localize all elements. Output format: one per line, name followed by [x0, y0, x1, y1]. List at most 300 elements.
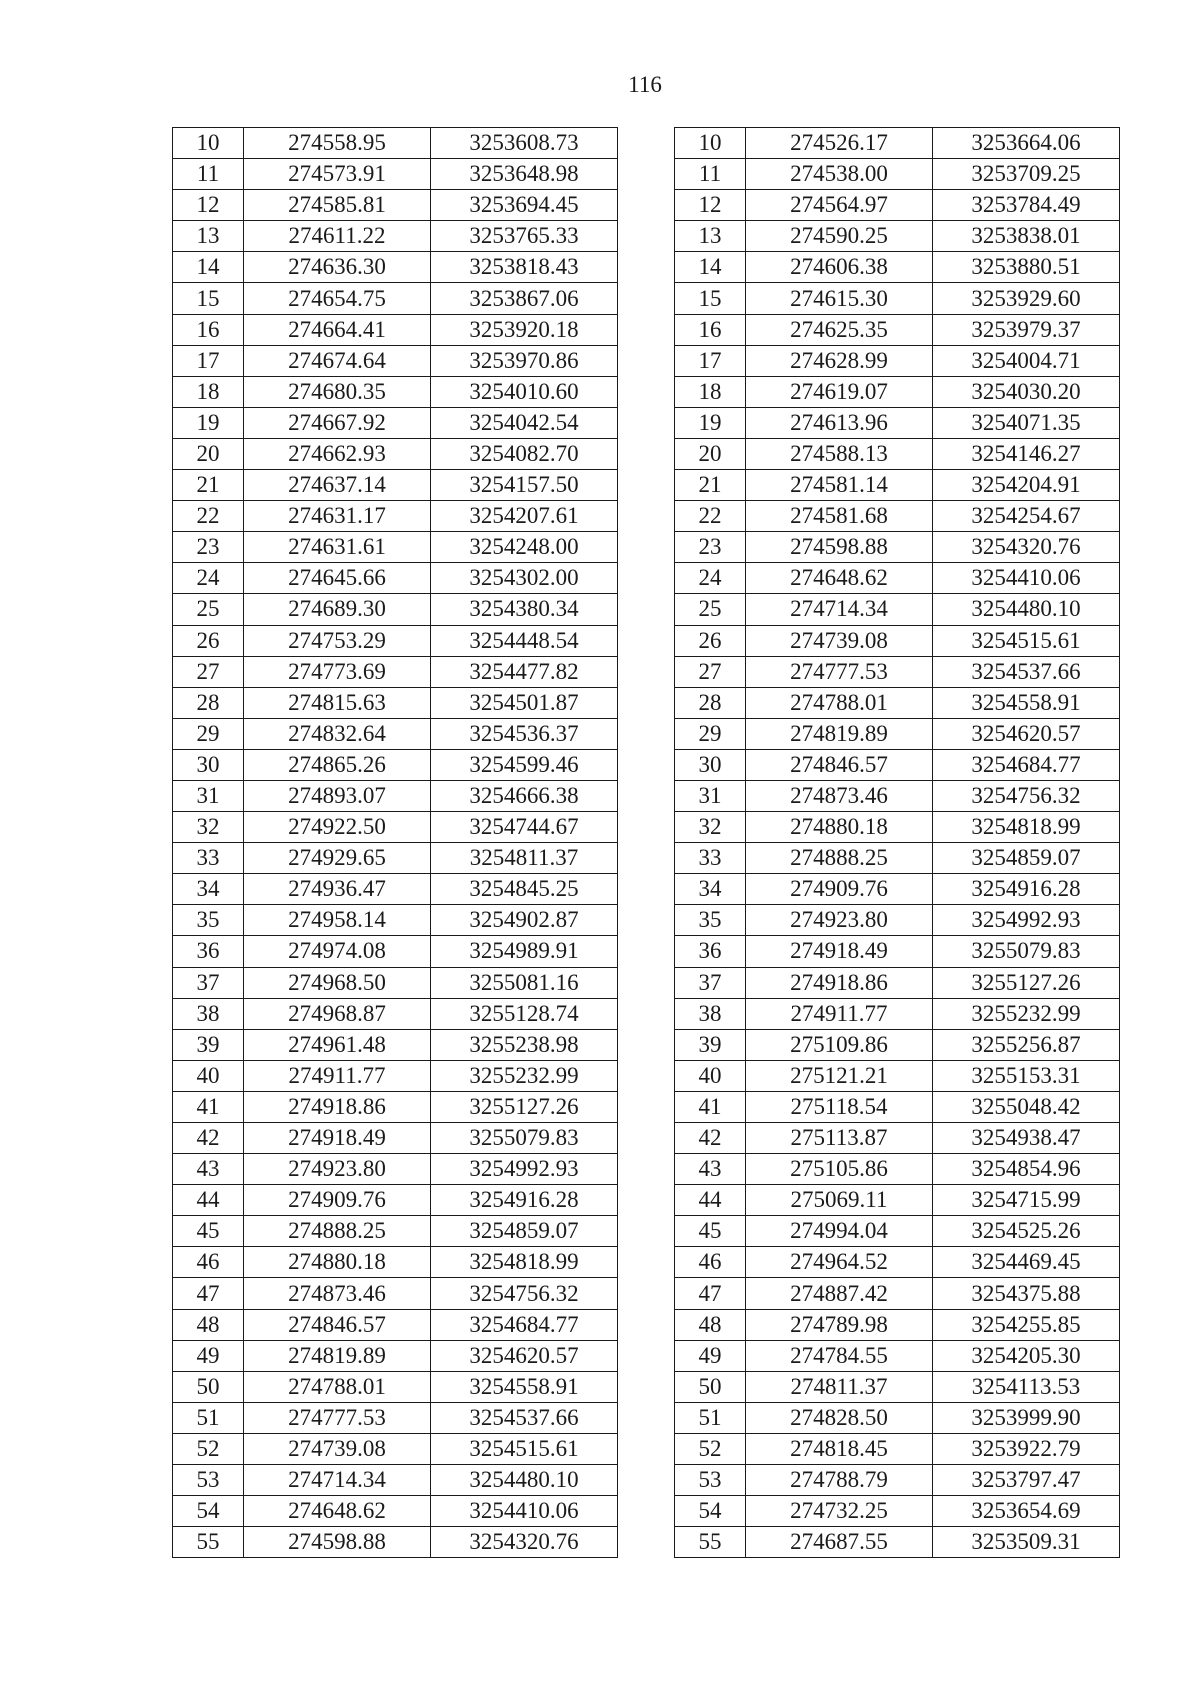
right-point-number-cell: 43 [675, 1154, 746, 1185]
right-y-coordinate-cell: 3253838.01 [933, 221, 1120, 252]
right-point-number-cell: 53 [675, 1465, 746, 1496]
left-y-coordinate-cell: 3253867.06 [431, 283, 618, 314]
table-row [173, 656, 1120, 687]
left-point-number-cell: 31 [173, 780, 244, 811]
right-point-number-cell: 24 [675, 563, 746, 594]
left-point-number-cell: 13 [173, 221, 244, 252]
left-x-coordinate-cell: 274631.17 [244, 501, 431, 532]
table-row [173, 1433, 1120, 1464]
table-row [173, 1216, 1120, 1247]
left-point-number-cell: 42 [173, 1123, 244, 1154]
table-row [173, 190, 1120, 221]
left-x-coordinate-cell: 274873.46 [244, 1278, 431, 1309]
left-y-coordinate-cell: 3254157.50 [431, 470, 618, 501]
table-row [173, 905, 1120, 936]
table-row [173, 470, 1120, 501]
table-row [173, 563, 1120, 594]
left-point-number-cell: 33 [173, 843, 244, 874]
gap-cell [618, 159, 675, 190]
right-x-coordinate-cell: 274687.55 [746, 1527, 933, 1558]
left-x-coordinate-cell: 274777.53 [244, 1402, 431, 1433]
right-point-number-cell: 28 [675, 687, 746, 718]
left-x-coordinate-cell: 274929.65 [244, 843, 431, 874]
left-point-number-cell: 35 [173, 905, 244, 936]
left-y-coordinate-cell: 3254558.91 [431, 1371, 618, 1402]
left-point-number-cell: 46 [173, 1247, 244, 1278]
left-point-number-cell: 55 [173, 1527, 244, 1558]
left-point-number-cell: 12 [173, 190, 244, 221]
gap-cell [618, 407, 675, 438]
table-row [173, 843, 1120, 874]
table-row [173, 532, 1120, 563]
left-point-number-cell: 26 [173, 625, 244, 656]
left-x-coordinate-cell: 274664.41 [244, 314, 431, 345]
left-y-coordinate-cell: 3254207.61 [431, 501, 618, 532]
right-point-number-cell: 21 [675, 470, 746, 501]
left-point-number-cell: 34 [173, 874, 244, 905]
left-point-number-cell: 27 [173, 656, 244, 687]
left-point-number-cell: 32 [173, 812, 244, 843]
right-x-coordinate-cell: 274590.25 [746, 221, 933, 252]
left-y-coordinate-cell: 3254620.57 [431, 1340, 618, 1371]
left-x-coordinate-cell: 274598.88 [244, 1527, 431, 1558]
left-x-coordinate-cell: 274689.30 [244, 594, 431, 625]
right-y-coordinate-cell: 3254255.85 [933, 1309, 1120, 1340]
gap-cell [618, 1091, 675, 1122]
table-row [173, 1371, 1120, 1402]
left-y-coordinate-cell: 3255079.83 [431, 1123, 618, 1154]
right-x-coordinate-cell: 275113.87 [746, 1123, 933, 1154]
left-x-coordinate-cell: 274788.01 [244, 1371, 431, 1402]
left-y-coordinate-cell: 3253648.98 [431, 159, 618, 190]
gap-cell [618, 1496, 675, 1527]
left-y-coordinate-cell: 3254859.07 [431, 1216, 618, 1247]
gap-cell [618, 532, 675, 563]
left-x-coordinate-cell: 274911.77 [244, 1060, 431, 1091]
right-point-number-cell: 38 [675, 998, 746, 1029]
left-point-number-cell: 40 [173, 1060, 244, 1091]
gap-cell [618, 1433, 675, 1464]
right-y-coordinate-cell: 3254854.96 [933, 1154, 1120, 1185]
right-x-coordinate-cell: 274564.97 [746, 190, 933, 221]
right-point-number-cell: 44 [675, 1185, 746, 1216]
right-point-number-cell: 33 [675, 843, 746, 874]
left-x-coordinate-cell: 274662.93 [244, 438, 431, 469]
right-x-coordinate-cell: 274818.45 [746, 1433, 933, 1464]
left-x-coordinate-cell: 274922.50 [244, 812, 431, 843]
right-y-coordinate-cell: 3254410.06 [933, 563, 1120, 594]
table-row [173, 1527, 1120, 1558]
right-point-number-cell: 30 [675, 749, 746, 780]
left-y-coordinate-cell: 3254756.32 [431, 1278, 618, 1309]
right-point-number-cell: 54 [675, 1496, 746, 1527]
table-row [173, 874, 1120, 905]
left-point-number-cell: 30 [173, 749, 244, 780]
right-point-number-cell: 42 [675, 1123, 746, 1154]
right-x-coordinate-cell: 274648.62 [746, 563, 933, 594]
table-row [173, 998, 1120, 1029]
right-point-number-cell: 49 [675, 1340, 746, 1371]
gap-cell [618, 718, 675, 749]
gap-cell [618, 1402, 675, 1433]
table-row [173, 376, 1120, 407]
right-y-coordinate-cell: 3255232.99 [933, 998, 1120, 1029]
right-x-coordinate-cell: 274628.99 [746, 345, 933, 376]
gap-cell [618, 936, 675, 967]
left-point-number-cell: 16 [173, 314, 244, 345]
gap-cell [618, 283, 675, 314]
right-y-coordinate-cell: 3255127.26 [933, 967, 1120, 998]
left-y-coordinate-cell: 3254916.28 [431, 1185, 618, 1216]
right-x-coordinate-cell: 274888.25 [746, 843, 933, 874]
table-row [173, 625, 1120, 656]
left-point-number-cell: 17 [173, 345, 244, 376]
gap-cell [618, 1527, 675, 1558]
left-y-coordinate-cell: 3253970.86 [431, 345, 618, 376]
right-y-coordinate-cell: 3254146.27 [933, 438, 1120, 469]
gap-cell [618, 221, 675, 252]
gap-cell [618, 345, 675, 376]
gap-cell [618, 1309, 675, 1340]
left-y-coordinate-cell: 3255127.26 [431, 1091, 618, 1122]
gap-cell [618, 376, 675, 407]
gap-cell [618, 905, 675, 936]
gap-cell [618, 749, 675, 780]
right-point-number-cell: 52 [675, 1433, 746, 1464]
left-x-coordinate-cell: 274958.14 [244, 905, 431, 936]
left-point-number-cell: 14 [173, 252, 244, 283]
right-y-coordinate-cell: 3254992.93 [933, 905, 1120, 936]
right-y-coordinate-cell: 3254558.91 [933, 687, 1120, 718]
right-y-coordinate-cell: 3253999.90 [933, 1402, 1120, 1433]
gap-cell [618, 190, 675, 221]
right-y-coordinate-cell: 3254071.35 [933, 407, 1120, 438]
left-y-coordinate-cell: 3254992.93 [431, 1154, 618, 1185]
left-y-coordinate-cell: 3254248.00 [431, 532, 618, 563]
right-y-coordinate-cell: 3254938.47 [933, 1123, 1120, 1154]
coordinate-table-body [173, 128, 1120, 1558]
left-point-number-cell: 28 [173, 687, 244, 718]
gap-cell [618, 812, 675, 843]
left-y-coordinate-cell: 3254410.06 [431, 1496, 618, 1527]
left-y-coordinate-cell: 3254744.67 [431, 812, 618, 843]
left-y-coordinate-cell: 3255232.99 [431, 1060, 618, 1091]
right-x-coordinate-cell: 274819.89 [746, 718, 933, 749]
right-point-number-cell: 36 [675, 936, 746, 967]
table-row [173, 687, 1120, 718]
table-row [173, 1029, 1120, 1060]
right-point-number-cell: 35 [675, 905, 746, 936]
left-x-coordinate-cell: 274893.07 [244, 780, 431, 811]
left-y-coordinate-cell: 3254448.54 [431, 625, 618, 656]
left-y-coordinate-cell: 3255128.74 [431, 998, 618, 1029]
gap-cell [618, 1340, 675, 1371]
left-point-number-cell: 37 [173, 967, 244, 998]
table-row [173, 252, 1120, 283]
right-x-coordinate-cell: 274789.98 [746, 1309, 933, 1340]
right-y-coordinate-cell: 3253922.79 [933, 1433, 1120, 1464]
right-y-coordinate-cell: 3254537.66 [933, 656, 1120, 687]
coordinate-table [172, 127, 1120, 1558]
left-point-number-cell: 43 [173, 1154, 244, 1185]
right-x-coordinate-cell: 274788.01 [746, 687, 933, 718]
right-point-number-cell: 25 [675, 594, 746, 625]
right-x-coordinate-cell: 274732.25 [746, 1496, 933, 1527]
gap-cell [618, 1123, 675, 1154]
gap-cell [618, 1371, 675, 1402]
table-row [173, 345, 1120, 376]
gap-cell [618, 1216, 675, 1247]
right-y-coordinate-cell: 3254515.61 [933, 625, 1120, 656]
right-x-coordinate-cell: 274606.38 [746, 252, 933, 283]
left-x-coordinate-cell: 274558.95 [244, 128, 431, 159]
right-x-coordinate-cell: 274613.96 [746, 407, 933, 438]
left-y-coordinate-cell: 3253920.18 [431, 314, 618, 345]
right-point-number-cell: 34 [675, 874, 746, 905]
right-point-number-cell: 11 [675, 159, 746, 190]
left-x-coordinate-cell: 274714.34 [244, 1465, 431, 1496]
table-row [173, 501, 1120, 532]
table-row [173, 780, 1120, 811]
table-row [173, 283, 1120, 314]
table-row [173, 749, 1120, 780]
right-point-number-cell: 29 [675, 718, 746, 749]
gap-cell [618, 1465, 675, 1496]
right-point-number-cell: 51 [675, 1402, 746, 1433]
left-x-coordinate-cell: 274636.30 [244, 252, 431, 283]
left-point-number-cell: 51 [173, 1402, 244, 1433]
right-x-coordinate-cell: 274909.76 [746, 874, 933, 905]
left-x-coordinate-cell: 274631.61 [244, 532, 431, 563]
left-point-number-cell: 29 [173, 718, 244, 749]
left-x-coordinate-cell: 274918.49 [244, 1123, 431, 1154]
left-y-coordinate-cell: 3254811.37 [431, 843, 618, 874]
table-row [173, 936, 1120, 967]
gap-cell [618, 128, 675, 159]
left-point-number-cell: 25 [173, 594, 244, 625]
left-point-number-cell: 36 [173, 936, 244, 967]
left-x-coordinate-cell: 274888.25 [244, 1216, 431, 1247]
right-y-coordinate-cell: 3254620.57 [933, 718, 1120, 749]
table-row [173, 1496, 1120, 1527]
right-y-coordinate-cell: 3254525.26 [933, 1216, 1120, 1247]
table-row [173, 1185, 1120, 1216]
table-row [173, 1154, 1120, 1185]
right-x-coordinate-cell: 274526.17 [746, 128, 933, 159]
left-point-number-cell: 41 [173, 1091, 244, 1122]
table-row [173, 1340, 1120, 1371]
right-y-coordinate-cell: 3254004.71 [933, 345, 1120, 376]
left-y-coordinate-cell: 3254666.38 [431, 780, 618, 811]
left-y-coordinate-cell: 3254684.77 [431, 1309, 618, 1340]
right-x-coordinate-cell: 274846.57 [746, 749, 933, 780]
left-y-coordinate-cell: 3254989.91 [431, 936, 618, 967]
table-row [173, 438, 1120, 469]
gap-cell [618, 1278, 675, 1309]
right-x-coordinate-cell: 274873.46 [746, 780, 933, 811]
table-row [173, 1060, 1120, 1091]
gap-cell [618, 874, 675, 905]
left-point-number-cell: 21 [173, 470, 244, 501]
right-point-number-cell: 37 [675, 967, 746, 998]
left-point-number-cell: 53 [173, 1465, 244, 1496]
right-point-number-cell: 19 [675, 407, 746, 438]
left-x-coordinate-cell: 274846.57 [244, 1309, 431, 1340]
table-row [173, 718, 1120, 749]
right-point-number-cell: 41 [675, 1091, 746, 1122]
right-point-number-cell: 50 [675, 1371, 746, 1402]
left-x-coordinate-cell: 274611.22 [244, 221, 431, 252]
left-point-number-cell: 39 [173, 1029, 244, 1060]
gap-cell [618, 314, 675, 345]
right-y-coordinate-cell: 3253929.60 [933, 283, 1120, 314]
left-point-number-cell: 45 [173, 1216, 244, 1247]
right-y-coordinate-cell: 3254469.45 [933, 1247, 1120, 1278]
gap-cell [618, 252, 675, 283]
left-x-coordinate-cell: 274680.35 [244, 376, 431, 407]
left-point-number-cell: 50 [173, 1371, 244, 1402]
left-point-number-cell: 23 [173, 532, 244, 563]
right-y-coordinate-cell: 3254480.10 [933, 594, 1120, 625]
right-point-number-cell: 46 [675, 1247, 746, 1278]
gap-cell [618, 625, 675, 656]
right-x-coordinate-cell: 274811.37 [746, 1371, 933, 1402]
table-row [173, 594, 1120, 625]
left-x-coordinate-cell: 274654.75 [244, 283, 431, 314]
left-y-coordinate-cell: 3254537.66 [431, 1402, 618, 1433]
left-x-coordinate-cell: 274667.92 [244, 407, 431, 438]
right-point-number-cell: 18 [675, 376, 746, 407]
left-x-coordinate-cell: 274865.26 [244, 749, 431, 780]
right-point-number-cell: 15 [675, 283, 746, 314]
left-y-coordinate-cell: 3254320.76 [431, 1527, 618, 1558]
table-row [173, 221, 1120, 252]
right-point-number-cell: 23 [675, 532, 746, 563]
left-point-number-cell: 15 [173, 283, 244, 314]
left-x-coordinate-cell: 274923.80 [244, 1154, 431, 1185]
right-point-number-cell: 48 [675, 1309, 746, 1340]
right-x-coordinate-cell: 274911.77 [746, 998, 933, 1029]
right-x-coordinate-cell: 274887.42 [746, 1278, 933, 1309]
left-x-coordinate-cell: 274909.76 [244, 1185, 431, 1216]
table-row [173, 967, 1120, 998]
right-x-coordinate-cell: 274581.68 [746, 501, 933, 532]
table-row [173, 1123, 1120, 1154]
left-point-number-cell: 19 [173, 407, 244, 438]
right-x-coordinate-cell: 274918.86 [746, 967, 933, 998]
left-x-coordinate-cell: 274645.66 [244, 563, 431, 594]
right-x-coordinate-cell: 274918.49 [746, 936, 933, 967]
right-y-coordinate-cell: 3254756.32 [933, 780, 1120, 811]
left-y-coordinate-cell: 3253765.33 [431, 221, 618, 252]
left-point-number-cell: 10 [173, 128, 244, 159]
left-x-coordinate-cell: 274968.50 [244, 967, 431, 998]
right-y-coordinate-cell: 3255153.31 [933, 1060, 1120, 1091]
left-y-coordinate-cell: 3254042.54 [431, 407, 618, 438]
right-x-coordinate-cell: 275121.21 [746, 1060, 933, 1091]
table-row [173, 1309, 1120, 1340]
right-y-coordinate-cell: 3254715.99 [933, 1185, 1120, 1216]
gap-cell [618, 1185, 675, 1216]
right-y-coordinate-cell: 3253979.37 [933, 314, 1120, 345]
right-point-number-cell: 27 [675, 656, 746, 687]
table-row [173, 407, 1120, 438]
left-point-number-cell: 54 [173, 1496, 244, 1527]
right-y-coordinate-cell: 3254030.20 [933, 376, 1120, 407]
right-x-coordinate-cell: 274964.52 [746, 1247, 933, 1278]
left-y-coordinate-cell: 3254515.61 [431, 1433, 618, 1464]
right-x-coordinate-cell: 274619.07 [746, 376, 933, 407]
right-point-number-cell: 47 [675, 1278, 746, 1309]
right-y-coordinate-cell: 3254375.88 [933, 1278, 1120, 1309]
gap-cell [618, 1154, 675, 1185]
right-x-coordinate-cell: 274784.55 [746, 1340, 933, 1371]
table-row [173, 128, 1120, 159]
right-point-number-cell: 17 [675, 345, 746, 376]
left-x-coordinate-cell: 274648.62 [244, 1496, 431, 1527]
right-x-coordinate-cell: 274788.79 [746, 1465, 933, 1496]
gap-cell [618, 470, 675, 501]
right-y-coordinate-cell: 3253709.25 [933, 159, 1120, 190]
left-y-coordinate-cell: 3254010.60 [431, 376, 618, 407]
left-x-coordinate-cell: 274968.87 [244, 998, 431, 1029]
left-x-coordinate-cell: 274585.81 [244, 190, 431, 221]
gap-cell [618, 967, 675, 998]
right-point-number-cell: 10 [675, 128, 746, 159]
right-y-coordinate-cell: 3253509.31 [933, 1527, 1120, 1558]
right-x-coordinate-cell: 274923.80 [746, 905, 933, 936]
gap-cell [618, 563, 675, 594]
right-y-coordinate-cell: 3255079.83 [933, 936, 1120, 967]
right-x-coordinate-cell: 274777.53 [746, 656, 933, 687]
left-x-coordinate-cell: 274773.69 [244, 656, 431, 687]
left-point-number-cell: 48 [173, 1309, 244, 1340]
left-y-coordinate-cell: 3253694.45 [431, 190, 618, 221]
left-point-number-cell: 47 [173, 1278, 244, 1309]
table-row [173, 1247, 1120, 1278]
left-x-coordinate-cell: 274936.47 [244, 874, 431, 905]
left-y-coordinate-cell: 3254599.46 [431, 749, 618, 780]
table-row [173, 1402, 1120, 1433]
left-point-number-cell: 49 [173, 1340, 244, 1371]
right-y-coordinate-cell: 3254204.91 [933, 470, 1120, 501]
table-row [173, 1091, 1120, 1122]
right-y-coordinate-cell: 3253797.47 [933, 1465, 1120, 1496]
left-point-number-cell: 11 [173, 159, 244, 190]
left-x-coordinate-cell: 274832.64 [244, 718, 431, 749]
right-x-coordinate-cell: 274714.34 [746, 594, 933, 625]
right-point-number-cell: 32 [675, 812, 746, 843]
left-point-number-cell: 18 [173, 376, 244, 407]
right-y-coordinate-cell: 3254205.30 [933, 1340, 1120, 1371]
page-number: 116 [628, 72, 662, 97]
right-y-coordinate-cell: 3254684.77 [933, 749, 1120, 780]
left-y-coordinate-cell: 3254082.70 [431, 438, 618, 469]
left-x-coordinate-cell: 274637.14 [244, 470, 431, 501]
table-row [173, 812, 1120, 843]
right-y-coordinate-cell: 3253784.49 [933, 190, 1120, 221]
right-x-coordinate-cell: 274598.88 [746, 532, 933, 563]
right-point-number-cell: 12 [675, 190, 746, 221]
right-y-coordinate-cell: 3254916.28 [933, 874, 1120, 905]
table-row [173, 1278, 1120, 1309]
gap-cell [618, 1247, 675, 1278]
gap-cell [618, 843, 675, 874]
right-y-coordinate-cell: 3255256.87 [933, 1029, 1120, 1060]
gap-cell [618, 687, 675, 718]
right-x-coordinate-cell: 274625.35 [746, 314, 933, 345]
left-y-coordinate-cell: 3253608.73 [431, 128, 618, 159]
